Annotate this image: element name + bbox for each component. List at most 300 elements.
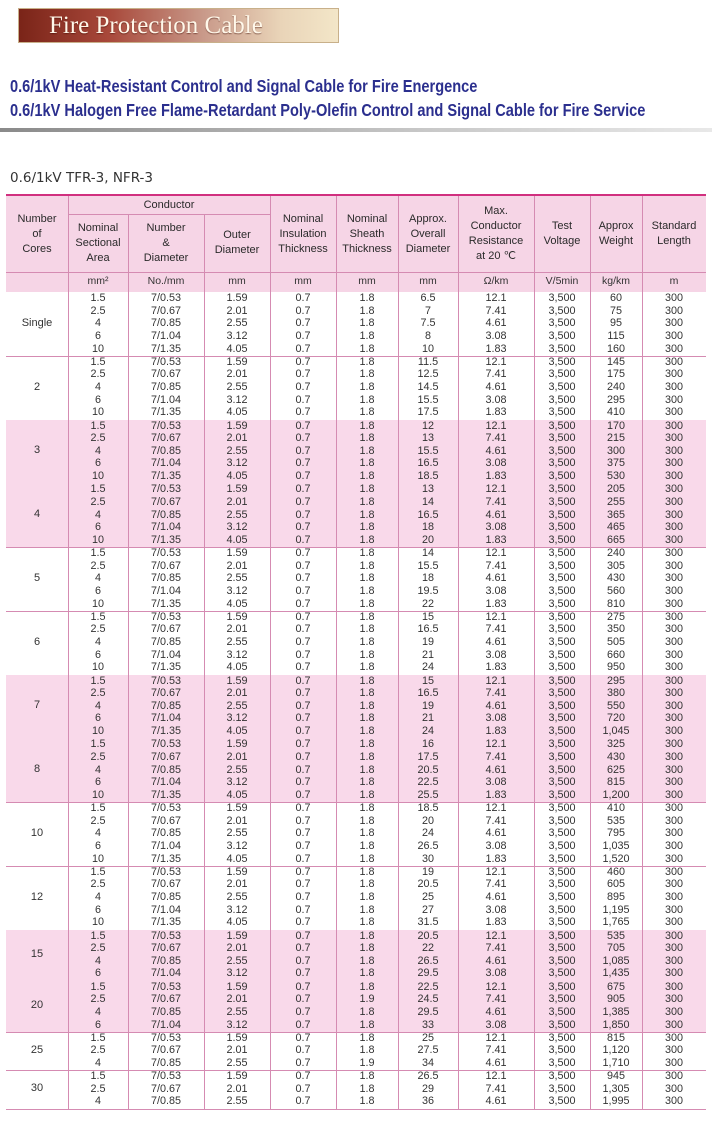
table-cell: 1.83 <box>485 916 507 929</box>
cores-group <box>6 292 706 356</box>
header-test-voltage: Test Voltage <box>543 220 581 247</box>
column-divider <box>398 196 399 1109</box>
table-cell: 4.05 <box>226 342 248 355</box>
table-cell: 0.7 <box>295 533 311 546</box>
table-cell: 7/1.35 <box>150 597 182 610</box>
table-row <box>6 725 706 738</box>
table-cell: 3,500 <box>548 802 576 814</box>
table-cell: 300 <box>664 1095 683 1108</box>
table-cell: 3.12 <box>226 1018 248 1031</box>
table-row <box>6 802 706 815</box>
table-row <box>6 572 706 585</box>
table-row <box>6 547 706 560</box>
table-cell: 1.8 <box>359 342 375 355</box>
table-cell: 22 <box>421 942 434 955</box>
table-cell: 1.8 <box>359 954 375 967</box>
table-cell: 3.08 <box>485 967 507 980</box>
table-cell: 2.01 <box>226 623 248 636</box>
table-cell: 375 <box>606 457 625 470</box>
table-cell: 1.8 <box>359 521 375 534</box>
table-cell: 4.05 <box>226 533 248 546</box>
table-cell: 0.7 <box>295 903 311 916</box>
table-cell: 1.59 <box>226 929 248 942</box>
table-row <box>6 1019 706 1032</box>
table-cell: 0.7 <box>295 788 311 801</box>
cores-group <box>6 547 706 611</box>
table-cell: 7/1.35 <box>150 852 182 865</box>
table-cell: 0.7 <box>295 878 311 891</box>
table-cell: 1,385 <box>602 1005 630 1018</box>
table-cell: 0.7 <box>295 763 311 776</box>
table-cell: 6 <box>94 648 101 661</box>
table-row <box>6 815 706 828</box>
table-cell: 2.55 <box>226 381 248 394</box>
table-row <box>6 598 706 611</box>
table-cell: 15 <box>421 610 434 623</box>
table-cell: 11.5 <box>417 355 439 368</box>
table-cell: 2.5 <box>90 687 106 700</box>
table-cell: 4.05 <box>226 661 248 674</box>
table-row <box>6 560 706 573</box>
table-cell: 3.08 <box>485 457 507 470</box>
table-cell: 0.7 <box>295 993 311 1006</box>
column-divider <box>642 196 643 1109</box>
table-cell: 7/0.85 <box>150 317 182 330</box>
table-cell: 3,500 <box>548 929 576 942</box>
table-cell: 3.08 <box>485 903 507 916</box>
table-cell: 1.5 <box>90 980 106 993</box>
table-cell: 7/1.04 <box>150 329 182 342</box>
table-cell: 300 <box>664 712 683 725</box>
table-row <box>6 611 706 624</box>
table-cell: 24 <box>421 661 434 674</box>
table-cell: 300 <box>664 814 683 827</box>
table-cell: 24 <box>421 827 434 840</box>
table-cell: 7/0.67 <box>150 687 182 700</box>
table-row <box>6 687 706 700</box>
header-number-diameter: Number & Diameter <box>143 221 189 264</box>
table-cell: 7.41 <box>485 368 507 381</box>
section-banner <box>18 8 339 43</box>
table-cell: 3,500 <box>548 597 576 610</box>
table-cell: 3,500 <box>548 419 576 432</box>
table-cell: 7.41 <box>485 687 507 700</box>
table-cell: 380 <box>606 687 625 700</box>
table-cell: 20 <box>421 814 434 827</box>
table-cell: 300 <box>664 916 683 929</box>
table-row <box>6 292 706 305</box>
table-cell: 3.12 <box>226 712 248 725</box>
table-cell: 0.7 <box>295 1095 311 1108</box>
table-cell: 0.7 <box>295 750 311 763</box>
table-cell: 1.8 <box>359 584 375 597</box>
table-cell: 12.1 <box>485 419 507 432</box>
table-cell: 7/0.67 <box>150 1044 182 1057</box>
table-cell: 300 <box>664 355 683 368</box>
table-cell: 1.8 <box>359 1018 375 1031</box>
table-cell: 1.83 <box>485 852 507 865</box>
table-cell: 12 <box>421 419 434 432</box>
unit-insulation: mm <box>294 275 312 287</box>
table-cell: 300 <box>664 547 683 559</box>
table-cell: 7/0.53 <box>150 929 182 942</box>
table-row <box>6 317 706 330</box>
table-cell: 4.61 <box>485 508 507 521</box>
table-cell: 365 <box>606 508 625 521</box>
table-cell: 1,305 <box>602 1082 630 1095</box>
table-cell: 4 <box>94 636 101 649</box>
table-cell: 3.08 <box>485 648 507 661</box>
table-cell: 300 <box>664 483 683 496</box>
table-cell: 10 <box>91 342 104 355</box>
table-cell: 300 <box>664 432 683 445</box>
table-cell: 3,500 <box>548 1005 576 1018</box>
table-cell: 3,500 <box>548 750 576 763</box>
table-cell: 1.5 <box>90 802 106 814</box>
table-cell: 2.5 <box>90 559 106 572</box>
table-cell: 1.8 <box>359 967 375 980</box>
table-cell: 0.7 <box>295 432 311 445</box>
table-row <box>6 700 706 713</box>
table-cell: 4.05 <box>226 470 248 483</box>
table-cell: 1.8 <box>359 802 375 814</box>
unit-weight: kg/km <box>601 275 630 287</box>
table-cell: 2.5 <box>90 1044 106 1057</box>
table-cell: 0.7 <box>295 738 311 751</box>
table-cell: 4 <box>94 954 101 967</box>
table-cell: 3,500 <box>548 304 576 317</box>
table-cell: 18.5 <box>417 470 439 483</box>
table-cell: 3.08 <box>485 584 507 597</box>
table-row <box>6 585 706 598</box>
table-row <box>6 675 706 688</box>
table-cell: 7.41 <box>485 814 507 827</box>
table-cell: 1.59 <box>226 355 248 368</box>
table-cell: 1.8 <box>359 636 375 649</box>
table-row <box>6 853 706 866</box>
table-cell: 3,500 <box>548 674 576 687</box>
table-cell: 300 <box>664 572 683 585</box>
table-cell: 22.5 <box>417 776 439 789</box>
table-cell: 2.01 <box>226 432 248 445</box>
table-cell: 1,120 <box>602 1044 630 1057</box>
table-cell: 300 <box>664 1056 683 1069</box>
table-cell: 3.08 <box>485 393 507 406</box>
table-cell: 0.7 <box>295 381 311 394</box>
table-cell: 4.61 <box>485 572 507 585</box>
table-cell: 26.5 <box>417 1070 439 1083</box>
column-divider <box>68 196 69 1109</box>
table-cell: 6 <box>94 393 101 406</box>
table-cell: 1.8 <box>359 839 375 852</box>
table-cell: 1.8 <box>359 865 375 878</box>
table-cell: 2.55 <box>226 827 248 840</box>
table-cell: 25.5 <box>417 788 439 801</box>
table-row <box>6 381 706 394</box>
table-cell: 1.59 <box>226 292 248 304</box>
table-cell: 3,500 <box>548 891 576 904</box>
table-cell: 945 <box>606 1070 625 1083</box>
table-cell: 300 <box>664 802 683 814</box>
table-cell: 2.5 <box>90 750 106 763</box>
table-cell: 2.55 <box>226 891 248 904</box>
table-cell: 1.59 <box>226 1031 248 1044</box>
table-cell: 4.61 <box>485 699 507 712</box>
table-cell: 16.5 <box>417 687 439 700</box>
table-cell: 4.61 <box>485 1005 507 1018</box>
table-cell: 13 <box>421 483 434 496</box>
table-cell: 7.41 <box>485 495 507 508</box>
table-cell: 1.8 <box>359 597 375 610</box>
table-cell: 34 <box>421 1056 434 1069</box>
table-cell: 6 <box>94 967 101 980</box>
table-cell: 300 <box>664 1044 683 1057</box>
table-cell: 7/0.67 <box>150 1082 182 1095</box>
table-cell: 7/0.67 <box>150 942 182 955</box>
table-cell: 2.55 <box>226 1005 248 1018</box>
table-cell: 3,500 <box>548 355 576 368</box>
table-cell: 7.41 <box>485 1044 507 1057</box>
table-cell: 2.01 <box>226 942 248 955</box>
table-cell: 3,500 <box>548 317 576 330</box>
table-cell: 14.5 <box>417 381 439 394</box>
table-cell: 0.7 <box>295 802 311 814</box>
table-cell: 14 <box>421 547 434 559</box>
table-cell: 7/1.35 <box>150 470 182 483</box>
header-standard-length: Standard Length <box>651 220 697 247</box>
table-cell: 3,500 <box>548 432 576 445</box>
cores-label: 6 <box>33 635 41 648</box>
table-row <box>6 509 706 522</box>
table-cell: 905 <box>606 993 625 1006</box>
table-cell: 3,500 <box>548 1031 576 1044</box>
table-cell: 12.1 <box>485 547 507 559</box>
table-cell: 1.8 <box>359 457 375 470</box>
table-cell: 18.5 <box>417 802 439 814</box>
table-cell: 12.5 <box>417 368 439 381</box>
column-divider <box>534 196 535 1109</box>
table-cell: 4 <box>94 444 101 457</box>
table-cell: 3,500 <box>548 1095 576 1108</box>
table-cell: 7/0.53 <box>150 292 182 304</box>
table-cell: 2.01 <box>226 495 248 508</box>
table-cell: 3,500 <box>548 763 576 776</box>
table-cell: 2.01 <box>226 993 248 1006</box>
table-cell: 305 <box>606 559 625 572</box>
table-cell: 30 <box>421 852 434 865</box>
table-cell: 300 <box>664 699 683 712</box>
table-cell: 7/0.67 <box>150 304 182 317</box>
table-cell: 0.7 <box>295 584 311 597</box>
table-cell: 300 <box>664 610 683 623</box>
cores-group <box>6 420 706 484</box>
table-cell: 1.8 <box>359 304 375 317</box>
table-cell: 1.8 <box>359 891 375 904</box>
table-cell: 2.55 <box>226 508 248 521</box>
table-cell: 2.5 <box>90 495 106 508</box>
table-cell: 1.8 <box>359 419 375 432</box>
cores-label: 2 <box>33 380 41 393</box>
table-row <box>6 942 706 955</box>
table-cell: 0.7 <box>295 393 311 406</box>
table-cell: 3,500 <box>548 292 576 304</box>
table-cell: 3,500 <box>548 980 576 993</box>
table-cell: 7.41 <box>485 993 507 1006</box>
table-cell: 300 <box>664 623 683 636</box>
table-cell: 21 <box>421 648 434 661</box>
table-cell: 17.5 <box>417 750 439 763</box>
table-cell: 3.12 <box>226 521 248 534</box>
table-cell: 7/0.85 <box>150 381 182 394</box>
table-cell: 1.8 <box>359 547 375 559</box>
table-cell: 7/0.85 <box>150 572 182 585</box>
table-cell: 1.8 <box>359 406 375 419</box>
unit-sheath: mm <box>358 275 376 287</box>
table-row <box>6 904 706 917</box>
table-cell: 25 <box>421 1031 434 1044</box>
table-cell: 7/1.35 <box>150 725 182 738</box>
table-cell: 1,435 <box>602 967 630 980</box>
table-cell: 4.05 <box>226 406 248 419</box>
table-cell: 4 <box>94 827 101 840</box>
table-cell: 12.1 <box>485 738 507 751</box>
table-cell: 7/0.53 <box>150 483 182 496</box>
table-cell: 950 <box>606 661 625 674</box>
table-cell: 0.7 <box>295 508 311 521</box>
table-cell: 7/1.04 <box>150 903 182 916</box>
table-cell: 4 <box>94 1005 101 1018</box>
table-cell: 7/1.35 <box>150 916 182 929</box>
table-cell: 3,500 <box>548 648 576 661</box>
table-cell: 300 <box>664 584 683 597</box>
table-cell: 2.01 <box>226 687 248 700</box>
table-row <box>6 483 706 496</box>
table-cell: 300 <box>664 329 683 342</box>
table-cell: 300 <box>664 903 683 916</box>
table-cell: 3,500 <box>548 788 576 801</box>
table-cell: 2.5 <box>90 814 106 827</box>
table-cell: 0.7 <box>295 712 311 725</box>
header-overall-diameter: Approx. Overall Diameter <box>405 212 451 255</box>
table-cell: 0.7 <box>295 342 311 355</box>
table-cell: 795 <box>606 827 625 840</box>
table-cell: 1.8 <box>359 495 375 508</box>
table-cell: 0.7 <box>295 483 311 496</box>
table-cell: 1.8 <box>359 878 375 891</box>
table-cell: 3,500 <box>548 776 576 789</box>
table-cell: 300 <box>664 292 683 304</box>
table-cell: 1.8 <box>359 355 375 368</box>
table-cell: 6.5 <box>420 292 436 304</box>
table-cell: 7/0.85 <box>150 1056 182 1069</box>
table-cell: 20 <box>421 533 434 546</box>
table-cell: 1.5 <box>90 610 106 623</box>
table-cell: 300 <box>664 648 683 661</box>
table-cell: 6 <box>94 839 101 852</box>
table-cell: 1.8 <box>359 368 375 381</box>
table-cell: 3,500 <box>548 444 576 457</box>
table-cell: 300 <box>664 636 683 649</box>
table-cell: 1,200 <box>602 788 630 801</box>
table-row <box>6 368 706 381</box>
table-cell: 1.8 <box>359 1031 375 1044</box>
table-cell: 3,500 <box>548 687 576 700</box>
cores-label: 15 <box>30 948 44 961</box>
table-cell: 1.8 <box>359 610 375 623</box>
table-cell: 12.1 <box>485 802 507 814</box>
table-cell: 7.5 <box>420 317 436 330</box>
table-cell: 0.7 <box>295 891 311 904</box>
table-cell: 7/0.85 <box>150 1005 182 1018</box>
table-cell: 1.8 <box>359 329 375 342</box>
table-row <box>6 432 706 445</box>
table-cell: 3,500 <box>548 993 576 1006</box>
table-cell: 115 <box>607 329 625 342</box>
table-cell: 6 <box>94 776 101 789</box>
table-cell: 0.7 <box>295 916 311 929</box>
table-cell: 0.7 <box>295 929 311 942</box>
table-cell: 3.12 <box>226 457 248 470</box>
table-cell: 0.7 <box>295 597 311 610</box>
table-cell: 1.8 <box>359 738 375 751</box>
table-cell: 4.61 <box>485 954 507 967</box>
table-cell: 7/0.85 <box>150 444 182 457</box>
table-cell: 15.5 <box>417 393 439 406</box>
table-cell: 4.61 <box>485 763 507 776</box>
table-cell: 300 <box>664 788 683 801</box>
table-cell: 0.7 <box>295 623 311 636</box>
table-row <box>6 457 706 470</box>
table-cell: 1.8 <box>359 788 375 801</box>
table-cell: 3,500 <box>548 942 576 955</box>
table-cell: 3,500 <box>548 329 576 342</box>
table-cell: 12.1 <box>485 610 507 623</box>
table-cell: 810 <box>606 597 625 610</box>
table-cell: 3,500 <box>548 636 576 649</box>
table-cell: 0.7 <box>295 406 311 419</box>
table-cell: 10 <box>421 342 434 355</box>
table-cell: 0.7 <box>295 1070 311 1083</box>
table-cell: 2.5 <box>90 304 106 317</box>
table-cell: 2.01 <box>226 1082 248 1095</box>
table-cell: 24 <box>421 725 434 738</box>
table-cell: 7/0.53 <box>150 738 182 751</box>
table-cell: 1.8 <box>359 980 375 993</box>
table-cell: 22.5 <box>417 980 439 993</box>
table-cell: 7/1.04 <box>150 839 182 852</box>
cores-group <box>6 356 706 420</box>
table-cell: 3,500 <box>548 610 576 623</box>
table-cell: 7.41 <box>485 750 507 763</box>
table-cell: 2.55 <box>226 699 248 712</box>
table-cell: 18 <box>421 521 434 534</box>
table-row <box>6 394 706 407</box>
table-row <box>6 1070 706 1083</box>
table-cell: 675 <box>606 980 625 993</box>
table-cell: 3,500 <box>548 495 576 508</box>
table-cell: 7/0.85 <box>150 1095 182 1108</box>
table-cell: 3,500 <box>548 521 576 534</box>
table-cell: 10 <box>91 661 104 674</box>
table-cell: 7/1.04 <box>150 712 182 725</box>
table-cell: 0.7 <box>295 648 311 661</box>
table-cell: 6 <box>94 1018 101 1031</box>
table-cell: 27.5 <box>417 1044 439 1057</box>
table-cell: 7.41 <box>485 432 507 445</box>
table-cell: 1.8 <box>359 559 375 572</box>
table-cell: 26.5 <box>417 954 439 967</box>
table-cell: 295 <box>606 674 625 687</box>
